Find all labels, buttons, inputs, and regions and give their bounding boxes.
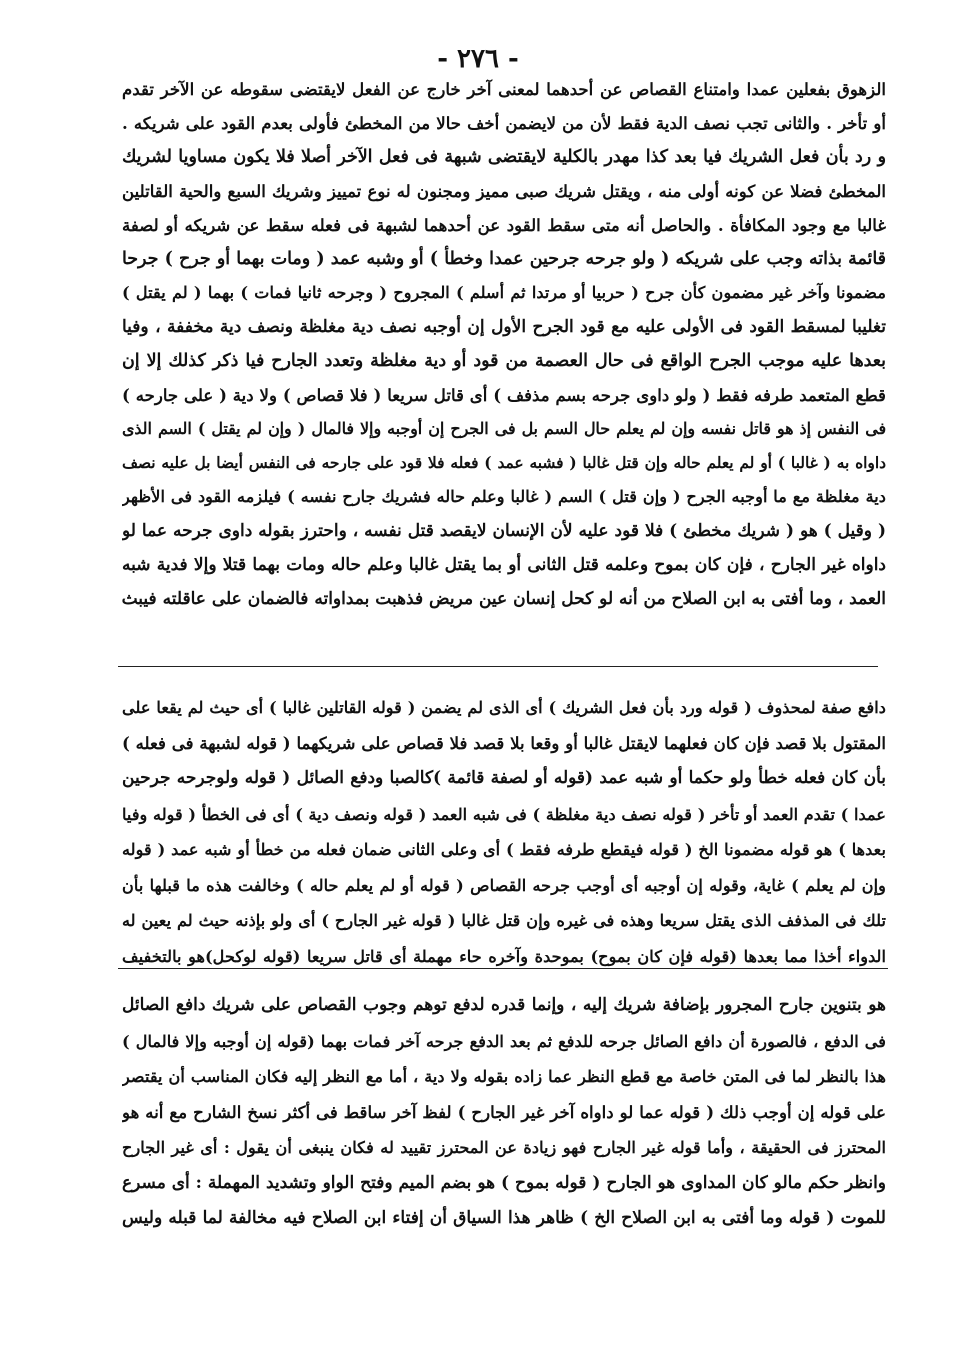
- main-line: قطع المتعمد طرفه فقط ( ولو داوى جرحه بسم مذفف ) أى قاتل سريعا ( فلا قصاص ) ولا دية ( على جارحه ): [122, 385, 886, 405]
- commentary-line: وإن لم يعلم ) غاية، وقوله إن أوجبه أى أوجب جرحه القصاص ( قوله أو لم يعلم حاله ) وخالفت هذه ما قبلها بأن: [122, 875, 886, 895]
- main-line: العمد ، وما أفتى به ابن الصلاح من أنه لو كحل إنسان عين مريض فذهبت بمداواته فالضمان على عاقلته فيبث: [122, 589, 886, 609]
- main-line: غالبا مع وجود المكافأة . والحاصل أنه متى سقط القود عن أحدهما لشبهة فى فعله سقط عن شريكه أو لصفة: [122, 215, 886, 235]
- separator-rule: [118, 968, 888, 969]
- main-line: داواه غير الجارح ، فإن كان بموح وعلمه قتل الثانى أو بما يقتل غالبا وعلم حاله ومات بهما قتلا وإلا فدية شبه: [122, 555, 886, 575]
- commentary-line: دافع صفة لمحذوف ( قوله ورد بأن فعل الشريك ) أى الذى لم يضمن ( قوله القاتلين غالبا ) أى حيث لم يقعا على: [122, 698, 886, 717]
- commentary-block-1: [122, 690, 886, 974]
- commentary-line: الدواء أخذا مما بعدها (قوله فإن كان بموح) بموحدة وآخره حاء مهملة أى قاتل سريعا (قوله لوكحل)هو بالتخفيف: [122, 946, 886, 966]
- commentary-line: بأن كان فعله خطأ ولو حكما أو شبه عمد (قوله أو لصفة قائمة )كالصبا ودفع الصائل ( قوله ولوجرحه جرحين: [122, 768, 886, 788]
- commentary-line: تلك فى المذفف الذى يقتل سريعا وهذه فى غيره وإن قتل غالبا ( قوله غير الجارح ) أى ولو بإذنه حيث لم يعين له: [122, 911, 886, 930]
- commentary-line: هذا بالنظر لما فى المتن خاصة مع قطع النظر عما زاده بقوله ولا دية ، أما مع النظر إليه فكان المناسب أن يقتصر: [122, 1067, 886, 1086]
- main-line: مضمونا وآخر غير مضمون كأن جرح ( حربيا أو مرتدا ثم أسلم ) المجروح ( وجرحه ثانيا فمات ) بهما ( لم يقتل ): [122, 283, 886, 302]
- main-line: تغليبا لمسقط القود فى الأولى عليه مع قود الجرح الأول إن أوجبه نصف دية مغلظة ونصف دية مخففة ، وفيا: [122, 317, 886, 337]
- commentary-line: عمدا ) تقدم العمد أو تأخر ( قوله نصف دية مغلظة ) فى شبه العمد ( قوله ونصف دية ) أى فى الخطأ ( قوله وفيا: [122, 804, 886, 824]
- main-line: ( وقيل ) هو ( شريك مخطئ ) فلا قود عليه لأن الإنسان لايقصد قتل نفسه ، واحترز بقوله داوى جرحه عما لو: [122, 521, 886, 541]
- main-text: [122, 72, 886, 616]
- main-line: المخطئ فضلا عن كونه أولى منه ، ويقتل شريك صبى مميز ومجنون له نوع تمييز وشريك السبع والحية القاتلين: [122, 181, 886, 201]
- commentary-line: هو بتنوين جارح المجرور بإضافة شريك إليه ، وإنما قدره لدفع توهم وجوب القصاص على شريك دافع الصائل: [122, 995, 886, 1015]
- main-line: أو تأخر . والثانى تجب نصف الدية فقط لأن من لايضمن أخف حالا من المخطئ فأولى بعدم القود على شريكه .: [122, 113, 886, 133]
- main-line: فى النفس إذ هو قاتل نفسه وإن لم يعلم حال السم بل فى الجرح إن أوجبه وإلا فالمال ( وإن لم يقتل ) السم الذى: [122, 419, 886, 438]
- main-line: قائمة بذاته وجب على شريكه ( ولو جرحه جرحين عمدا وخطأ ) أو وشبه عمد ( ومات بهما أو جرح ) جرحا: [122, 249, 886, 269]
- page-number: - ٢٧٦ -: [437, 44, 519, 74]
- commentary-line: بعدها ) هو قوله مضمونا الخ ( قوله فيقطع طرفه فقط ) أى وعلى الثانى ضمان فعله من خطأ أو شبه عمد ( قوله: [122, 840, 886, 859]
- commentary-line: على قوله إن أوجب ذلك ( قوله عما لو داواه آخر غير الجارح ) لفظ آخر ساقط فى أكثر نسخ الشارح مع أنه هو: [122, 1101, 886, 1122]
- commentary-line: المقتول بلا قصد فإن كان فعلهما لايقتل غالبا أو وقعا بلا قصد فلا قصاص على شريكهما ( قوله لشبهة فى فعله ): [122, 732, 886, 753]
- commentary-line: المحترز فى الحقيقة ، وأما قوله غير الجارح فهو زيادة عن المحترز تقييد له فكان ينبغى أن يقول : أى غير الجارح: [122, 1138, 886, 1157]
- main-line: دية مغلظة مع ما أوجبه الجرح ( وإن قتل ) السم ( غالبا وعلم حاله فشريك جارح نفسه ) فيلزمه القود فى الأظهر: [122, 487, 886, 506]
- commentary-line: فى الدفع ، فالصورة أن دافع الصائل جرحه للدفع ثم بعد الدفع جرحه آخر فمات بهما (قوله إن أوجبه وإلا فالمال ): [122, 1031, 886, 1051]
- commentary-line: وانظر حكم مالو كان المداوى هو الجارح ( قوله بموح ) هو بضم الميم وفتح الواو وتشديد المهملة : أى مسرع: [122, 1172, 886, 1193]
- main-line: و رد بأن فعل الشريك فيا بعد كذا مهدر بالكلية لايقتضى شبهة فى فعل الآخر أصلا فلا يكون مساويا لشريك: [122, 147, 886, 167]
- main-line: بعدها عليه موجب الجرح الواقع فى حال العصمة من قود أو دية مغلظة وتعدد الجارح فيا ذكر كذلك إلا إن: [122, 351, 886, 371]
- main-line: داواه به ( غالبا ) أو لم يعلم حاله وإن قتل غالبا ( فشبه عمد ) فعله فلا قود على جارحه فى النفس أيضا بل عليه نصف: [122, 454, 886, 472]
- commentary-block-2: [122, 988, 886, 1237]
- separator-rule: [118, 666, 878, 667]
- main-line: الزهوق بفعلين عمدا وامتناع القصاص عن أحدهما لمعنى آخر خارج عن الفعل لايقتضى سقوطه عن الآخر تقدم: [122, 79, 886, 99]
- commentary-line: للموت ( قوله وما أفتى به ابن الصلاح الخ ) ظاهر هذا السياق أن إفتاء ابن الصلاح فيه مخالفة لما قبله وليس: [122, 1208, 886, 1228]
